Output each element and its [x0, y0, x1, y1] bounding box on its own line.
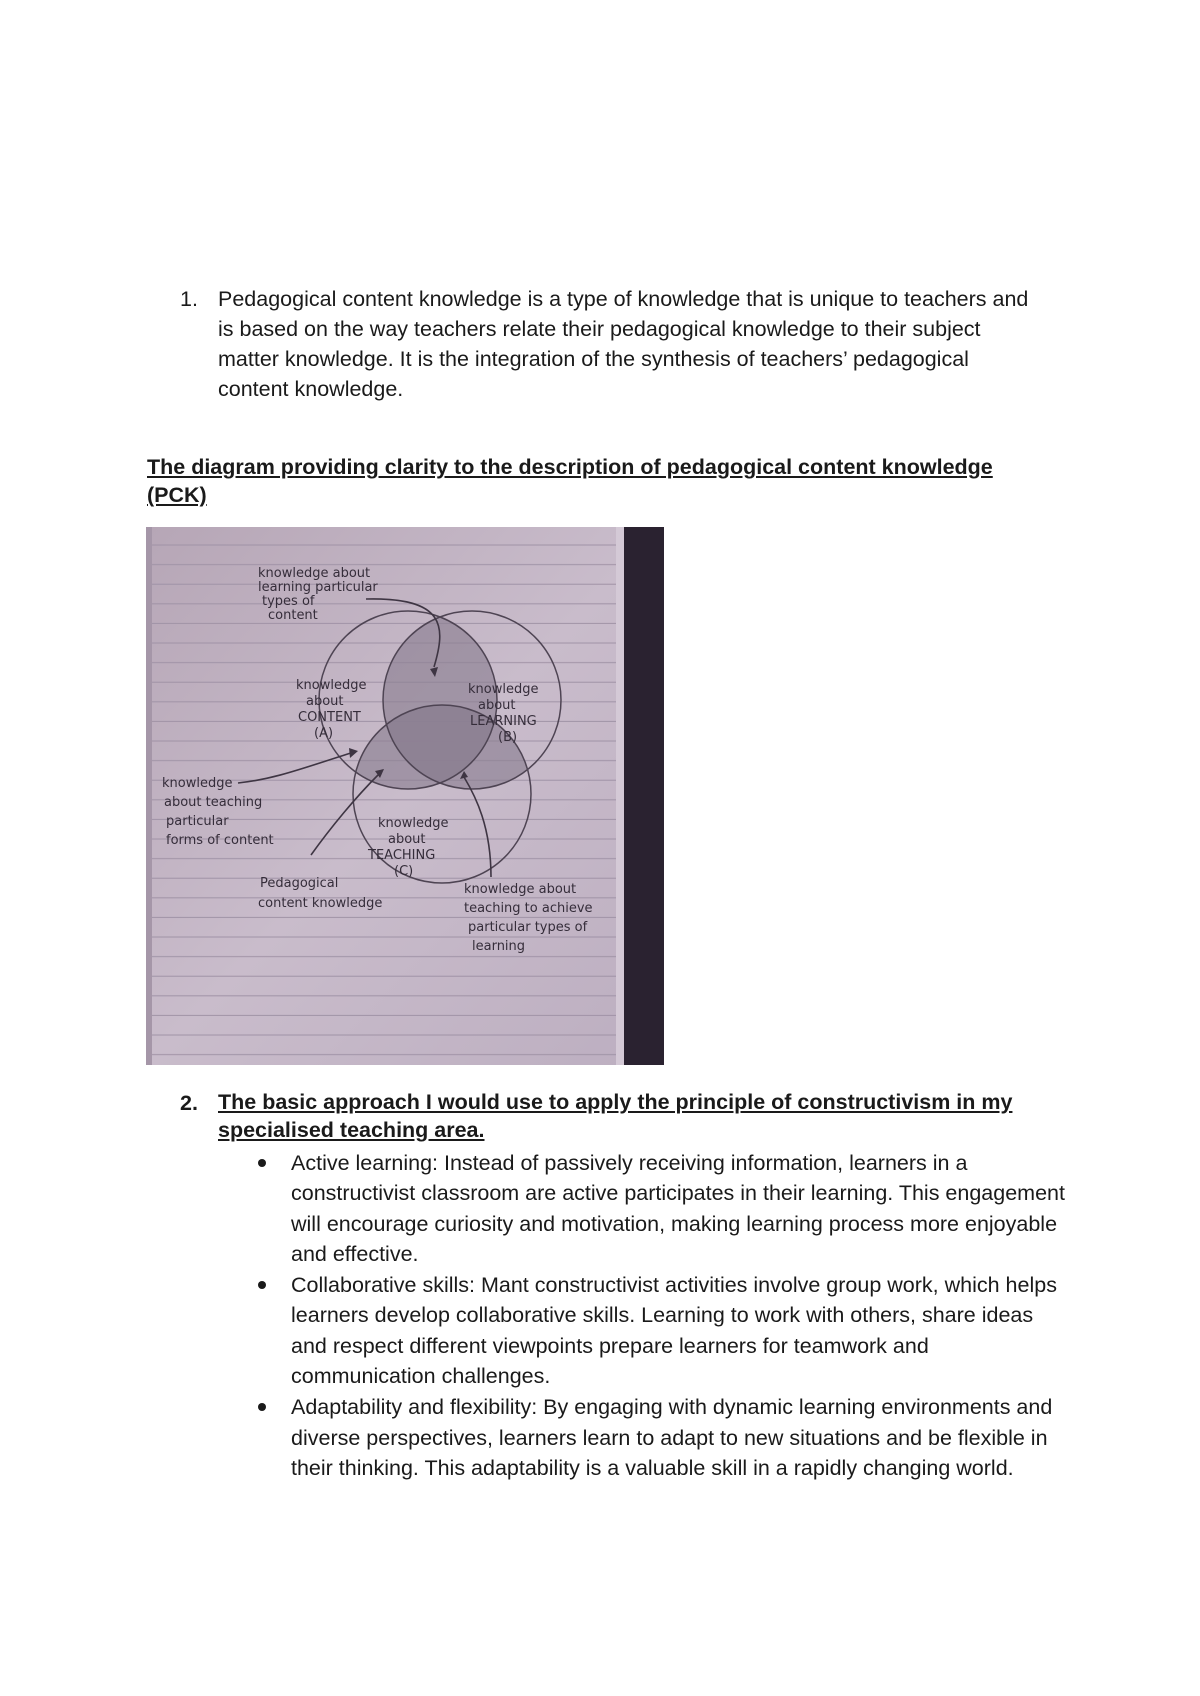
circle-b-label: knowledge about LEARNING (B) — [468, 682, 539, 745]
question-2 — [180, 1088, 1060, 1144]
question-1-number: 1. — [180, 287, 198, 311]
diagram-heading: The diagram providing clarity to the description of pedagogical content knowledge (PCK) — [147, 455, 993, 507]
bullet-icon — [218, 1148, 291, 1269]
bullet-list — [218, 1148, 1068, 1484]
list-item — [218, 1392, 1068, 1483]
question-1 — [180, 284, 1040, 404]
bullet-text: Adaptability and flexibility: By engaging with dynamic learning environments and diverse perspectives, learners learn to adapt to new situations and be flexible in their thinking. This adaptability is a valuable skill in a rapidly changing world. — [291, 1395, 1053, 1480]
bullet-text: Active learning: Instead of passively receiving information, learners in a constructivist classroom are active participates in their learning. This engagement will encourage curiosity and motivation, making learning process more enjoyable and effective. — [291, 1151, 1065, 1266]
circle-c-label: knowledge about TEACHING (C) — [368, 816, 449, 879]
pck-label: Pedagogical content knowledge — [258, 876, 383, 911]
pck-diagram-photo — [146, 527, 664, 1065]
bullet-icon — [218, 1270, 291, 1391]
question-2-number: 2. — [180, 1091, 198, 1115]
bullet-icon — [218, 1392, 291, 1483]
list-item — [218, 1270, 1068, 1391]
right-label: knowledge about teaching to achieve particular types of learning — [464, 882, 593, 954]
question-1-text: Pedagogical content knowledge is a type of knowledge that is unique to teachers and is based on the way teachers relate their pedagogical knowledge to their subject matter knowledge. It is the integration of the synthesis of teachers’ pedagogical content knowledge. — [218, 287, 1029, 401]
left-label: knowledge about teaching particular forms of content — [162, 776, 274, 848]
question-2-title: The basic approach I would use to apply the principle of constructivism in my specialised teaching area. — [218, 1090, 1013, 1142]
top-label: knowledge about learning particular types of content — [258, 566, 378, 623]
bullet-text: Collaborative skills: Mant constructivist activities involve group work, which helps learners develop collaborative skills. Learning to work with others, share ideas and respect different viewpoints prepare learners for teamwork and communication challenges. — [291, 1273, 1057, 1389]
circle-a-label: knowledge about CONTENT (A) — [296, 678, 367, 741]
list-item — [218, 1148, 1068, 1269]
